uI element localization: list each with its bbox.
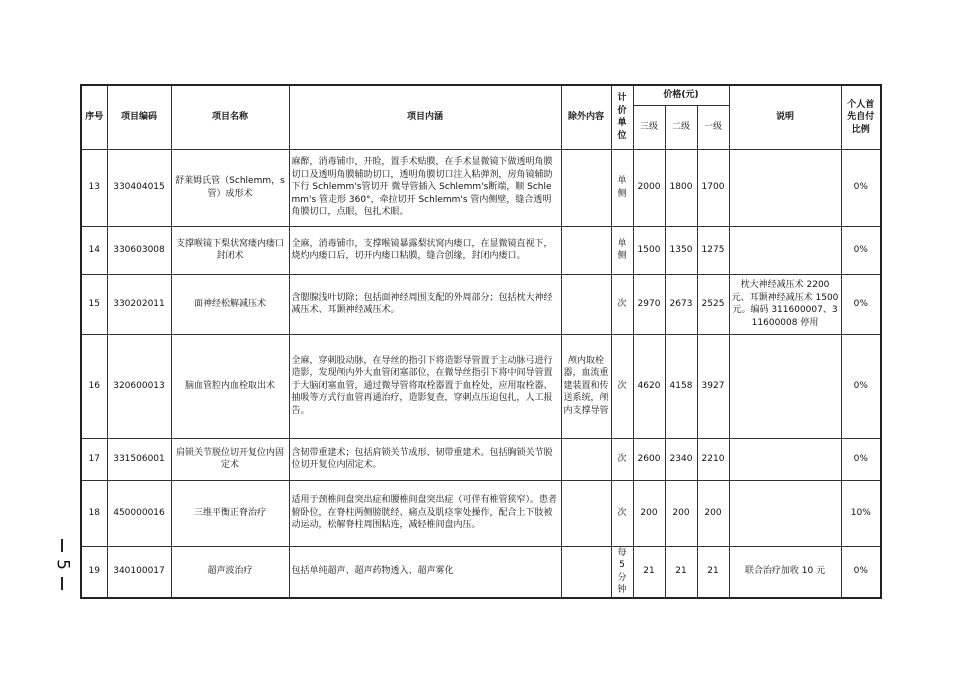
cell-code: 331506001 [107,438,171,480]
header-seq: 序号 [81,85,107,149]
cell-level2: 21 [665,546,697,598]
cell-unit: 次 [611,480,633,546]
cell-name: 超声波治疗 [171,546,289,598]
header-level3: 三级 [633,105,665,149]
cell-unit: 次 [611,334,633,438]
cell-note [729,334,841,438]
header-unit: 计价单位 [611,85,633,149]
cell-note [729,480,841,546]
page-number-dash-bottom [61,577,63,590]
cell-level1: 2525 [697,274,729,334]
cell-level3: 21 [633,546,665,598]
page-number-dash-top [61,539,63,552]
cell-excluded [561,274,611,334]
table-row [81,438,881,480]
cell-name: 支撑喉镜下梨状窝瘘内瘘口封闭术 [171,226,289,274]
cell-self-pay: 0% [841,334,881,438]
cell-level2: 200 [665,480,697,546]
cell-excluded [561,149,611,226]
cell-unit: 单侧 [611,226,633,274]
cell-excluded [561,438,611,480]
cell-seq: 16 [81,334,107,438]
cell-level1: 1700 [697,149,729,226]
table-row [81,480,881,546]
header-self-pay: 个人首先自付比例 [841,85,881,149]
cell-level3: 200 [633,480,665,546]
cell-unit: 每 5 分钟 [611,546,633,598]
cell-name: 三维平衡正脊治疗 [171,480,289,546]
cell-excluded: 颅内取栓器，血流重建装置和传送系统，颅内支撑导管 [561,334,611,438]
cell-unit: 单侧 [611,149,633,226]
cell-content: 全麻，穿刺股动脉，在导丝的指引下将造影导管置于主动脉弓进行造影，发现颅内外大血管闭塞部位，在微导丝指引下将中间导管置于大脑闭塞血管，通过微导管将取栓器置于血栓处，应用取栓器、抽吸等方式行血管再通治疗，造影复查，穿刺点压迫包扎，人工报告。 [289,334,561,438]
cell-note: 枕大神经减压术 2200 元、耳颞神经减压术 1500 元。编码 311600007、311600008 停用 [729,274,841,334]
cell-level3: 1500 [633,226,665,274]
cell-self-pay: 0% [841,546,881,598]
header-excluded: 除外内容 [561,85,611,149]
cell-name: 舒莱姆氏管（Schlemm，s管）成形术 [171,149,289,226]
cell-seq: 19 [81,546,107,598]
cell-level1: 21 [697,546,729,598]
header-note: 说明 [729,85,841,149]
header-level1: 一级 [697,105,729,149]
header-price: 价格(元) [633,85,729,105]
cell-code: 450000016 [107,480,171,546]
cell-note [729,226,841,274]
cell-level3: 2970 [633,274,665,334]
cell-seq: 17 [81,438,107,480]
medical-fee-table [80,84,882,599]
cell-self-pay: 0% [841,274,881,334]
cell-unit: 次 [611,438,633,480]
cell-self-pay: 0% [841,149,881,226]
cell-self-pay: 10% [841,480,881,546]
cell-level2: 2673 [665,274,697,334]
table-row [81,334,881,438]
page-number [52,536,72,593]
cell-content: 含腮腺浅叶切除；包括面神经周围支配的外周部分；包括枕大神经减压术、耳颞神经减压术。 [289,274,561,334]
cell-content: 包括单纯超声、超声药物透入、超声雾化 [289,546,561,598]
cell-code: 330202011 [107,274,171,334]
header-content: 项目内涵 [289,85,561,149]
cell-level1: 3927 [697,334,729,438]
cell-content: 适用于颈椎间盘突出症和腰椎间盘突出症（可伴有椎管狭窄）。患者俯卧位，在脊柱两侧膀胱经、痛点及肌痉挛处操作，配合上下肢被动运动，松解脊柱周围粘连，减轻椎间盘内压。 [289,480,561,546]
cell-level2: 2340 [665,438,697,480]
cell-self-pay: 0% [841,226,881,274]
header-name: 项目名称 [171,85,289,149]
cell-code: 330404015 [107,149,171,226]
table-row [81,149,881,226]
table-row [81,546,881,598]
cell-level2: 1350 [665,226,697,274]
cell-note: 联合治疗加收 10 元 [729,546,841,598]
cell-seq: 14 [81,226,107,274]
cell-level1: 1275 [697,226,729,274]
cell-self-pay: 0% [841,438,881,480]
cell-level1: 200 [697,480,729,546]
cell-name: 肩锁关节脱位切开复位内固定术 [171,438,289,480]
cell-seq: 18 [81,480,107,546]
header-level2: 二级 [665,105,697,149]
cell-content: 麻醉，消毒铺巾，开睑，置手术贴膜，在手术显微镜下做透明角膜切口及透明角膜辅助切口，透明角膜切口注入粘弹剂，房角镜辅助下行 Schlemm's管切开 微导管插入 Schlemm's断端，顺 Schlemm's 管走形 360°，牵拉切开 Schlemm's 管内侧壁，缝合透明角膜切口，点眼，包扎术眼。 [289,149,561,226]
cell-code: 340100017 [107,546,171,598]
cell-excluded [561,546,611,598]
cell-level1: 2210 [697,438,729,480]
cell-seq: 13 [81,149,107,226]
page-number-digit: 5 [52,559,73,570]
cell-content: 全麻，消毒铺巾，支撑喉镜暴露梨状窝内瘘口，在显微镜直视下，烧灼内瘘口后，切开内瘘口粘膜，缝合创缘，封闭内瘘口。 [289,226,561,274]
table-row [81,274,881,334]
cell-level2: 4158 [665,334,697,438]
cell-excluded [561,480,611,546]
cell-note [729,438,841,480]
table-row [81,226,881,274]
cell-level2: 1800 [665,149,697,226]
cell-note [729,149,841,226]
header-code: 项目编码 [107,85,171,149]
cell-code: 330603008 [107,226,171,274]
cell-level3: 2600 [633,438,665,480]
cell-level3: 2000 [633,149,665,226]
cell-name: 面神经松解减压术 [171,274,289,334]
cell-excluded [561,226,611,274]
cell-level3: 4620 [633,334,665,438]
cell-name: 脑血管腔内血栓取出术 [171,334,289,438]
cell-seq: 15 [81,274,107,334]
cell-unit: 次 [611,274,633,334]
cell-content: 含韧带重建术；包括肩锁关节成形、韧带重建术。包括胸锁关节脱位切开复位内固定术。 [289,438,561,480]
cell-code: 320600013 [107,334,171,438]
